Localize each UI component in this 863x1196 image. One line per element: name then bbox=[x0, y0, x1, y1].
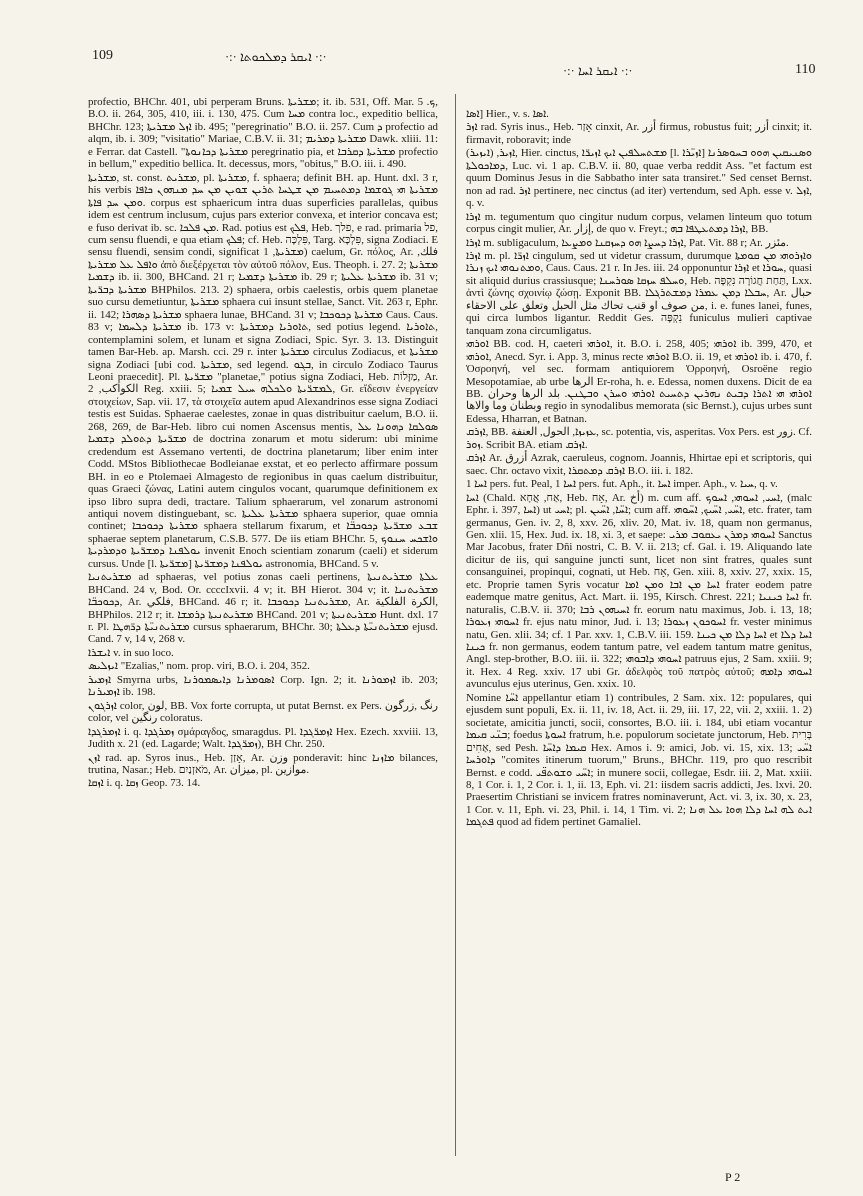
dictionary-entry: ܐܙܢ rad. ap. Syros inus., Heb. אָזַן, Ar. وزن ponderavit: hinc ܡܐܙܢܐ bilances, trutina, Nasar.; Heb. מֹאזְנַיִם, Ar. ميزان, pl. موازين. bbox=[88, 751, 438, 777]
dictionary-entry: ܐܙܪܐ m. tegumentum quo cingitur nudum corpus, velamen linteum quo totum corpus cingit mulier, Ar. إزار, de quo v. Freyt.; ܐܙܪܐ ܕܡܬܥܛܦܐ ܒܗ, BB. bbox=[466, 210, 812, 236]
dictionary-entry: ܐܙܪܩ Ar. أزرق Azrak, caeruleus, cognom. Joannis, Hhirtae epi et scriptoris, qui saec. Chr. octavo vixit, ܐܙܪܩ ܕܡܬܩܪܐ B.O. iii. i. 182. bbox=[466, 452, 812, 477]
dictionary-entry: ܐܝܙܠܝܣ "Ezalias," nom. prop. viri, B.O. i. 204, 352. bbox=[88, 660, 310, 673]
signature-mark: P 2 bbox=[725, 1170, 741, 1184]
dictionary-entry: ܐܙܪ rad. Syris inus., Heb. אָזַר cinxit, Ar. أزر firmus, robustus fuit; أزر cinxit; it. firmavit, roboravit; inde bbox=[466, 121, 812, 146]
column-divider bbox=[455, 94, 456, 1156]
right-column bbox=[466, 108, 812, 1166]
page-header bbox=[0, 0, 863, 100]
dictionary-entry: ܐܚܐ (Chald. אַח, אֲחָא, Heb. אָח, Ar. أخ) m. cum aff. ܐܚܝ, ܐܚܘܗܝ, ܐܚܘܟ, (malc Ephr. i. 397, ܐܚܐ) ut ܐܚܝ; pl. ܐܚ̈ܐ, ܐܚ̈ܝܢ; cum aff. ܐܚ̈ܝ, ܐܚ̈ܝܟ, ܐܚ̈ܘܗܝ, etc. frater, tam germanus, Gen. iv. 2, 8, xxv. 26, xliv. 20, Mat. iv. 18, quam non germanus, Gen. xlii. 15, Hex. Jud. ix. 18, xi. 3, et saepe: ܐܚܘܗܝ ܕܡܪܢ ܝܥܩܘܒ ܡܪܝ Sanctus Mar Jacobus, frater Dñi nostri, C. B. V. ii. 213; cf. Gal. i. 19. Aliquando late dicitur de iis, qui sanguine juncti sunt, licet non sint fratres, quales sunt consanguinei, propinqui, cognati, ut Heb. אָח, Gen. xiii. 8, xxiv. 27, xxix. 15, etc. Proprie tamen Syris vocatur ܐܚܐ ܡܢ ܐܒܐ ܘܡܢ ܐܡܐ frater eodem patre eademque matre genitus, Act. Mart. ii. 195, Kirsch. Chrest. 221; ܐܚܐ ܟܝܢܝܐ fr. naturalis, C.B.V. ii. 370; ܐܚܝܗܘܢ ܪܒܐ fr. eorum natu maximus, Job. i. 13, 18; ܐܚܘܗܝ ܙܥܘܪܐ fr. ejus natu minor, Jud. i. 13; ܐܚܘܟܘܢ ܙܥܘܪܐ fr. vester minimus natu, Gen. xlii. 34; cf. 1 Par. xxv. 1, C.B.V. iii. 159. ܐܚܐ ܕܠܐ ܡܢ ܟܝܢܐ et ܐܚܐ ܕܠܐ ܟܝܢܐ fr. non germanus, eodem tantum patre, vel eadem tantum matre genitus, Angl. step-brother, B.O. iii. ii. 322; ܐܚܘܗܝ ܕܐܒܘܗܝ patruus ejus, 2 Sam. xxiii. 9; it. Hex. 4 Reg. xxiv. 17 ubi Gr. ἀδελφὸς τοῦ πατρὸς αὐτοῦ; ܐܚܘܗܝ ܕܐܡܗ avunculus ejus uterinus, Gen. xxix. 10. bbox=[466, 491, 812, 691]
dictionary-entry: ܡܫܪܝܬܢܝܐ ad sphaeras, vel potius zonas caeli pertinens, ܥܠܬܐ ܡܫܪܝܬܢܝܬܐ BHCand. 24 v, Bod. Or. ccccIxvii. 4 v; it. BH Hierot. 304 v; it. ܡܫܪܝܬܢܝܐ ܕܟܘܟܒ̈ܐ, Ar. فلكي, BHCand. 46 r; it. ܡܫܪܝܬܢܝܐ ܕܟܘܟܒܐ, Ar. الكرة الفلكية, BHPhilos. 212 r; it. ܡܫܪܝܬܢܝܬܐ ܕܪܡܫܐ BHCand. 201 v; ܡܫܪܝܬܢܝܬܐ Hunt. dxl. 17 r. Pl. ܡܫܪܝܬܢܝ̈ܬܐ ܕܪ̈ܗܛܐ cursus sphaerarum, BHChr. 30; ܡܫܪܝܬܢܝ̈ܬܐ ܕܥܠܬܐ ejusd. Cand. 7 v, 14 v, 268 v. bbox=[88, 571, 438, 646]
dictionary-entry: ܐܙܡܪܓܕܐ i. q. ܙܡܪܓܕܐ σμάραγδος, smaragdus. Pl. ܐܙܡܪ̈ܓܕܐ Hex. Ezech. xxviii. 13, Judith x. 21 (ed. Lagarde; Walt. ܙܡܪ̈ܓܕܐ), BH Chr. 250. bbox=[88, 725, 438, 751]
right-page-number: 110 bbox=[795, 62, 816, 77]
dictionary-entry: ܐܙܪܩ, BB. ܥܙܝܙܐ, الحول, العنفة, sc. potentia, vis, asperitas. Vox Pers. est زور. Cf. ܙܘܪ. Scribit BA. etiam ܐܙܪܩ. bbox=[466, 426, 812, 451]
left-page-number: 109 bbox=[92, 48, 113, 63]
dictionary-entry: ܐܙܝܪ, (ܐܝܙܝܪ), Hier. cinctus, ܡܫܬܚܠܦܝܢ ܐܝܟ ܐܙܝܪ̈ܐ [l. ܐܙܝ̈ܪܐ] ܘܣܢܝܩܝܢ ܗܘܘ ܒܚܘܣܪܢܐ ܕܡܐܟܘܠܬܐ, Luc. vi. 1 ap. C.B.V. ii. 80, quae verba reddit Ass. "et factum est quum Dominus Jesus in die Sabbatho inter sata transiret." Sed censet Bernst. non ad rad. ܐܙܪ pertinere, nec cinctus (ad iter) vertendum, sed Aph. esse v. ܐܙܠ, q. v. bbox=[466, 147, 812, 210]
dictionary-entry: ܐܙܩܐ i. q. ܙܩܐ Geop. 73. 14. bbox=[88, 777, 201, 790]
dictionary-entry: ܐܙܪܐ m. subligaculum, ܐܙܪܐ ܕܚܨܐ ܗܘ ܕܚܙܩܢܐ ܘܡܨܥܐ, Pat. Vit. 88 r; Ar. مئزر. bbox=[466, 236, 789, 249]
right-running-title: ·:· ܐܝܩܪ ܐܚܐ ·:· bbox=[563, 64, 633, 78]
left-running-title: ·:· ܐܝܩܪ ܕܡܠܟܘܬܐ ·:· bbox=[225, 50, 327, 64]
left-column bbox=[88, 96, 438, 1166]
dictionary-entry: ܐܙܪܓܘܢ color, لون, BB. Vox forte corrupta, ut putat Bernst. ex Pers. رنگ ,زرگون color, vel رنگین coloratus. bbox=[88, 699, 438, 725]
dictionary-entry: ܐܙܪܐ m. pl. ܐܙܪ̈ܐ cingulum, sed ut videtur crassum, durumque ܘܐܙܪܘܗܝ ܡܢ ܩܘܡܬܐ ܘܡܬܢܘܗܝ ܐܝܟ ܙܢܪܐ, Caus. Caus. 21 r. In Jes. iii. 24 opponuntur ܐܙܪܐ et ܚܘܪܐ, quasi sit aliquid durius crassiusque; ܘܚܠܦ ܚܙܩܐ ܣܘܪܚܢܐ, Heb. תַּחַת חֲגוֹרָה נִקְפָּה, Lxx. ἀντὶ ζώνης σχοινίῳ ζώσῃ. Exponit BB. ܚܒܠܐ ܕܡܢ ܥܡܪܐ ܕܡܫܬܪܓܠܐ, Ar. حبال من صوف او قنب تحاك مثل الحبل وتعلق على الاحقاء, i. e. funes lanei, funes, qui circa lumbos ligantur. Reddit Ges. נִקְפָּה funiculus mulieri captivae tanquam zona circumligatus. bbox=[466, 249, 812, 337]
dictionary-entry: ܐܣܐ] Hier., v. s. ܐܣܐ. bbox=[466, 108, 549, 120]
dictionary-entry: ܐܘܪܗܝ BB. cod. H, caeteri ܐܘܪܗܝ, it. B.O. i. 258, 405; ܐܘܪܗܝ ib. 399, 470, et ܐܘܪܗܝ, Anecd. Syr. i. App. 3, minus recte ܐܘܪܗܝ B.O. ii. 19, et ܐܘܪܗܝ ib. i. 470, f. Ὀσροηνή, vel sec. formam antiquiorem Ὀρροηνή, Osroëne regio Mesopotamiae, ab urbe الرها Er-roha, h. e. Edessa, nomen duxens. Dicit de ea BB. ܐܘܪܗܝ ܗܝ ܐܬܪܐ ܕܒܝܬ ܢܗܪܝܢ ܕܬܚܝܬ ܐܘܪܗܝ ܘܚܪܢ ܘܒܛܢܢ. بلد الرها وحران وبطنان وما والاها regio in synodalibus memorata (sic Bernst.), cujus urbes sunt Edessa, Hharran, et Batnan. bbox=[466, 338, 812, 425]
dictionary-entry: ܐܙܡܝܪ Smyrna urbs, ܐܣܘܡܪܢܐ ܕܐܝܣܡܘܪܢܐ Corp. Ign. 2; it. ܐܙܡܘܪܢܐ ib. 203; ܐܙܡܝܪܢܐ ib. 198. bbox=[88, 673, 438, 699]
dictionary-entry: ܐܝܫܪܐ v. in suo loco. bbox=[88, 646, 174, 659]
dictionary-entry: Nomine ܐܚ̈ܐ appellantur etiam 1) contribules, 2 Sam. xix. 12: populares, qui ejusdem sunt populi, Ex. ii. 11, iv. 18, Act. ii. 29, iii. 17, 22, vii. 2, xxiii. 1. 2) societate, amicitia juncti, socii, consortes, B.O. iii. i. 184, ubi etiam vocantur ܒܢ̈ܝ ܩܝܡܐ; foedus ܐܚܘܬܐ fratrum, h.e. populorum societate junctorum, Heb. בְּרִית אַחִים, sed Pesh. ܩܝܡܐ ܕܐܚ̈ܐ Hex. Amos i. 9: amici, Job. vi. 15, xix. 13; ܐܚ̈ܝ ܕܐܘܪܚܐ "comites itinerum tuorum," Bruns., BHChr. 119, pro quo rescribit Bernst. e codd. ܐܚ̈ܝ ܘܫܘܬܦ̈ܝ; in munere socii, collegae, Esdr. iii. 2, Mat. xxiii. 8, 1 Cor. i. 1, 2 Cor. i. 1, ii. 13, Eph. vi. 21: iisdem sacris addicti, Jes. lxvi. 20. Praesertim Christiani se invicem fratres nominaverunt, Act. vi. 3, ix. 30, x. 23, 1 Cor. v. 11, Eph. vi. 23, Phil. i. 14, 1 Tim. vi. 2; ܐܝܬ ܠܗ ܐܚܐ ܕܠܐ ܗܘܐ ܥܠ ܗܢܐ ܦܬܓܡܐ quod ad fidem pertinet Gamaliel. bbox=[466, 691, 812, 829]
dictionary-entry: ܡܫܪܝܬܐ, st. const. ܡܫܪܝܬ, pl. ܡܫܪܝܬܐ, f. sphaera; definit BH. ap. Hunt. dxl. 3 r, his verbis ܡܫܪܝܬܐ ܗܝ ܓܘܫܡܐ ܕܡܬܚܝܡ ܡܢ ܫܛܚܐ ܬܪܝܢ ܫܘܝܢ ܡܢ ܚܕ ܡܢܗܘܢ ܟܐܦܐ ܘܡܢ ܚܕ ܦܐܬܐ. corpus est sphaericum intra duas superficies parallelas, quibus idem est centrum inclusum, cujus pars exterior convexa, et interior concava est; e fuso derivat ib. sc. ܡܢ ܦܠܟܐ. Rad. potius est ܦܠܟ, Heb. פלך, e rad. primaria פל, cum sensu fluendi, e qua etiam ܦܠܟ; cf. Heb. פִּלְכָּה, Targ. פִּלְכָּא, signa Zodiaci. E sensu fluendi, sensim condi, significat ܡܫܪܝܬܐ, 1) caelum, Gr. πόλος, Ar. فلك, ܘܐܦܠ ܥܠ ܡܫܪܝܬܐ ἀπὸ διεξέρχεται τὸν αὐτοῦ πόλον, Eus. Theoph. i. 27. 2; ܡܫܪܝܬܐ ܕܫܡܝܐ ib. ii. 300, BHCand. 21 r; ܡܫܪܝܬܐ ܕܫܡܝܐ ib. 29 r; ܡܫܪܝܬܐ ܥܠܝܬܐ ib. 31 v; ܡܫܪܝܬܐ ܕܒܪ̈ܝܬܐ BHPhilos. 213. 2) sphaera, orbis caelestis, orbis quem planetae suo cursu demetiuntur, ܡܫܪܝܬܐ sphaera cui insunt stellae, Sanct. Vit. 263 r, Ephr. ii. 142; ܡܫܪܝܬܐ ܕܣܗܪܐ sphaera lunae, BHCand. 31 v; ܡܫܪܝܬܐ ܕܟܘܟܒܐ Caus. Caus. 83 v; ܡܫܪܝܬܐ ܕܠܚܡܐ ib. 173 v: ܬܐܘܪܝܐ ܕܡܫܪܝܬܐ, sed potius legend. ܬܐܘܪܝܐ, contemplamini solem, et lunam et signa Zodiaci, Spic. Syr. 3. 13. Distinguit tamen Bar-Heb. ap. Marsh. cci. 29 r. inter ܡܫܪܝܬܐ circulus Zodiacus, et ܡܫܪܝܬܐ signa Zodiaci [ubi cod. ܡܫܪܝܬܐ, sed legend. ܒܓܘ, in circulo Zodiaco Taurus Leoni praecedit]. Pl. ܡܫܪ̈ܝܬܐ "planetae," potius signa Zodiaci, Heb. מַזָּלוֹת, Ar. الكواكب, 2 Reg. xxiii. 5; ܠܡܫܪ̈ܝܬܐ ܘܠܟܠܗ ܚܝܠ ܫܡܝܐ, Gr. εἴδεσιν ἐνεργείαν στοιχείων, Sap. vii. 17, τὰ στοιχεῖα autem apud Alexandrinos esse signa Zodiaci testis est Suidas. Sphaerae caelestes, zonae in quas distribuitur caelum, B.O. ii. 268, 269, de Bar-Heb. libro cui nomen Ascensus mentis, ܣܘܠܩܐ ܕܗܘܢܐ ܥܠ ܡܫܪ̈ܝܬܐ ܕܬܘܠܕ ܕܫܡܝܐ de doctrina zonarum et motu siderum: ubi minime credendum est Assemano vertenti, de doctrina planetarum; liber enim inter Codd. MStos Bibliothecae Bodleianae exstat, et eo perlecto affirmare possum BH. in eo e Ptolemaei Almagesto de regionibus in quas caelum distribuitur, quas Graeci ζώνας, Latini autem cingulos vocant, quarumque definitionem ex ipso libro supra dedi, tractare. Talium sphaerarum, vel zonarum astronomi antiqui novem distinguebant, sc. ܡܫܪܝܬܐ ܥܠܝܬܐ sphaera superior, quae omnia continet; ܡܫܪܝܬܐ ܕܟܘܟܒܐ sphaera stellarum fixarum, et ܫܒܥ ܡܫܪ̈ܝܬܐ ܕܟܘܟܒ̈ܐ sphaerae septem planetarum, C.S.B. 577. De iis etiam BHChr. 5, ܘܐܫܟܚ ܚܢܘܟ ܝܘܠܦܢܐ ܕܡܫܪ̈ܝܬܐ ܘܕܡܪܕܝܬܐ invenit Enoch scientiam zonarum (caeli) et siderum cursus. Unde [l. ܡܫܪ̈ܝܬܐ] ܝܘܠܦܢܐ ܕܡܫܪ̈ܝܬܐ astronomia, BHCand. 5 v. bbox=[88, 171, 438, 570]
dictionary-entry: profectio, BHChr. 401, ubi perperam Bruns. ܡܫܪܝܬܐ; it. ib. 531, Off. Mar. ܟ. 5, B.O. ii. 264, 305, 410, iii. i. 130, 475. Cum ܡܚܐ contra loc., expeditio bellica, BHChr. 123; ܐܙܠ ܡܫܪܝܬܐ ib. 495; "peregrinatio" B.O. ii. 257. Cum ܕ profectio ad alqm, ib. i. 309; "visitatio" Mariae, C.B.V. ii. 31; ܡܫܪܝܬܐ ܕܡܪܝܡ Dawk. xliii. 11: e Ferrar. dat Castell. "ܡܫܪܝܬܐ ܕܟܐܢܘܬܐ peregrinatio pia, et ܡܫܪܝܬܐ ܕܩܪܒܐ profectio in bellum," expeditio bellica. It. decessus, mors, "obitus," B.O. iii. i. 490. bbox=[88, 96, 438, 171]
dictionary-entry: ܐܚܐ 1 pers. fut. Peal, ܐܚܐ 1 pers. fut. Aph., it. ܐܚܐ imper. Aph., v. ܚܝܐ, q. v. bbox=[466, 478, 778, 491]
